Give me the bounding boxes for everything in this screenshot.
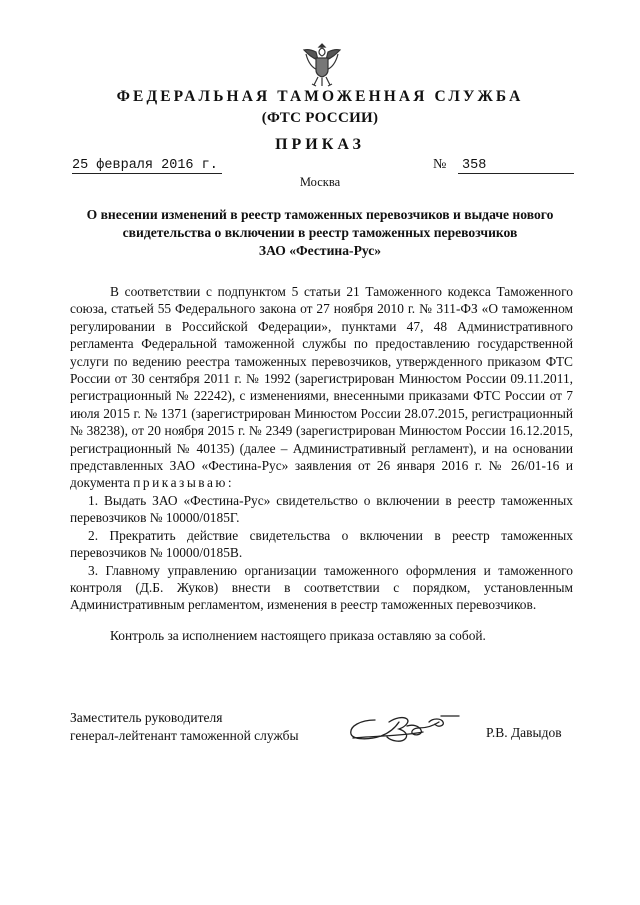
- preamble-text: В соответствии с подпунктом 5 статьи 21 Таможенного кодекса Таможенного союза, статьей 55 Федерального закона от 27 ноября 2010 г. № 311-ФЗ «О таможенном регулировании в Российской Федерации», пунктами 47, 48 Административного регламента Федеральной таможенной службы по предоставлению государственной услуги по ведению реестра таможенных перевозчиков, утвержденного приказом ФТС России от 30 сентября 2011 г. № 1992 (зарегистрирован Минюстом России 09.11.2011, регистрационный № 22242), с изменениями, внесенными приказами ФТС России от 7 июля 2015 г. № 1371 (зарегистрирован Минюстом России 28.07.2015, регистрационный № 38238), от 20 ноября 2015 г. № 2349 (зарегистрирован Минюстом России 16.12.2015, регистрационный № 40135) (далее – Административный регламент), и на основании представленных ЗАО «Фестина-Рус» заявления от 26 января 2016 г. № 26/01-16 и документа: [70, 284, 573, 491]
- order-title: [66, 206, 574, 260]
- state-emblem-icon: [300, 40, 344, 90]
- order-number: 358: [458, 158, 574, 174]
- order-item-1: 1. Выдать ЗАО «Фестина-Рус» свидетельство о включении в реестр таможенных перевозчиков № 10000/0185Г.: [70, 492, 573, 526]
- signatory-position: [70, 709, 299, 745]
- order-item-3: 3. Главному управлению организации таможенного оформления и таможенного контроля (Д.Б. Жуков) внести в соответствии с порядком, установленным Административным регламентом, изменения в реестр таможенных перевозчиков.: [70, 562, 573, 613]
- city: Москва: [299, 175, 341, 189]
- order-item-2: 2. Прекратить действие свидетельства о включении в реестр таможенных перевозчиков № 10000/0185В.: [70, 527, 573, 561]
- handwritten-signature: [345, 708, 470, 750]
- order-title-line: свидетельства о включении в реестр таможенных перевозчиков: [122, 225, 518, 240]
- position-line: Заместитель руководителя: [70, 710, 223, 725]
- signatory-name: Р.В. Давыдов: [486, 725, 562, 740]
- agency-name: ФЕДЕРАЛЬНАЯ ТАМОЖЕННАЯ СЛУЖБА: [116, 88, 524, 105]
- order-title-line: О внесении изменений в реестр таможенных перевозчиков и выдаче нового: [86, 207, 554, 222]
- order-body: [70, 283, 573, 644]
- agency-short-name: (ФТС РОССИИ): [261, 110, 379, 126]
- order-number-label: №: [433, 157, 447, 172]
- order-word: приказываю:: [133, 475, 235, 491]
- order-title-line: ЗАО «Фестина-Рус»: [258, 243, 382, 258]
- document-type: ПРИКАЗ: [275, 136, 365, 153]
- position-line: генерал-лейтенант таможенной службы: [70, 728, 299, 743]
- order-date: 25 февраля 2016 г.: [72, 158, 222, 174]
- control-paragraph: Контроль за исполнением настоящего приказа оставляю за собой.: [110, 627, 486, 643]
- preamble-paragraph: [70, 283, 573, 492]
